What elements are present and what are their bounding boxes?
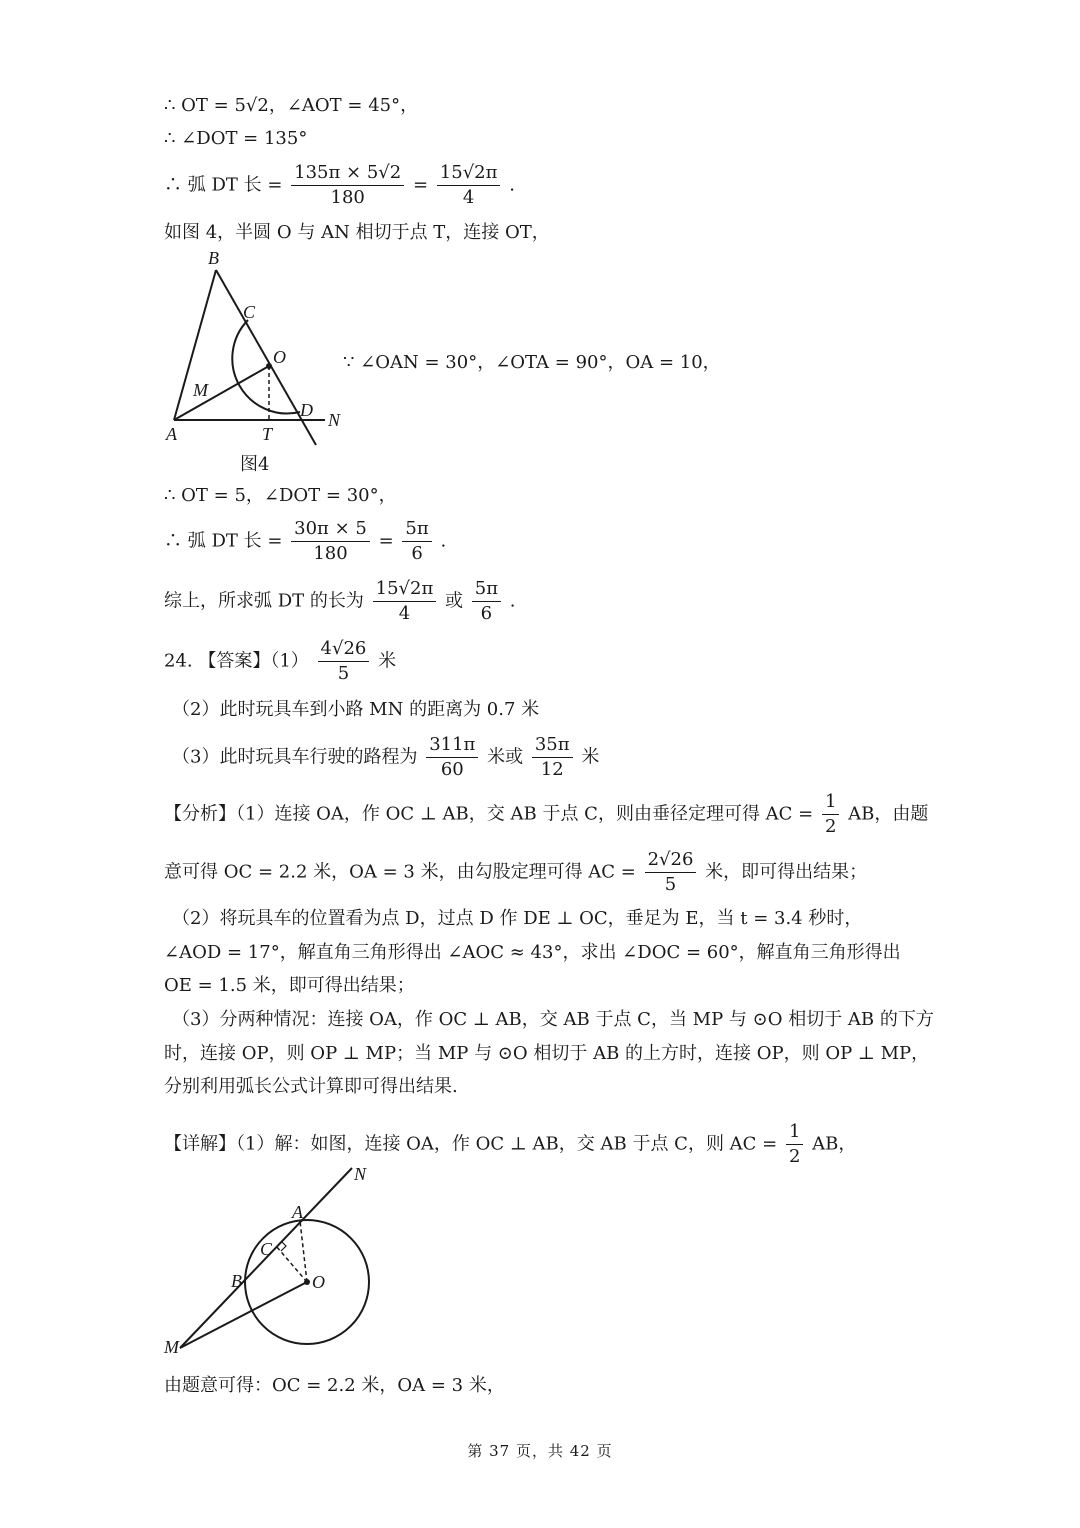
fraction: $\frac{4√26}{5}$ xyxy=(318,637,370,686)
label-c: C xyxy=(260,1239,273,1259)
answer-24-3: （3）此时玩具车行驶的路程为 $\frac{311\pi}{60}$ 米或 $\frac{35\pi}{12}$ 米 xyxy=(172,734,600,780)
fraction: $\frac{2√26}{5}$ xyxy=(645,848,697,897)
fraction: $\frac{30\pi \times 5}{180}$ xyxy=(291,517,370,566)
line-oc-dashed xyxy=(276,1246,307,1282)
line-fig4-intro: 如图 4，半圆 O 与 AN 相切于点 T，连接 OT， xyxy=(164,222,550,243)
line-arc-length-1: ∴ 弧 DT 长 = $\frac{135\pi \times 5√2}{180}$ = $\frac{15√2\pi}{4}$ . xyxy=(164,162,515,208)
fraction: $\frac{35\pi}{12}$ xyxy=(532,733,573,782)
fraction: $\frac{15√2\pi}{4}$ xyxy=(437,161,501,210)
analysis-line-4: ∠AOD = 17°，解直角三角形得出 ∠AOC ≈ 43°，求出 ∠DOC = 60°，解直角三角形得出 xyxy=(164,942,901,963)
answer-24-2: （2）此时玩具车到小路 MN 的距离为 0.7 米 xyxy=(172,699,540,720)
point-o xyxy=(304,1279,310,1285)
analysis-line-8: 分别利用弧长公式计算即可得出结果. xyxy=(164,1076,458,1097)
figure-5-diagram xyxy=(160,1160,380,1360)
label-n: N xyxy=(328,410,341,430)
page-footer: 第 37 页，共 42 页 xyxy=(467,1442,613,1460)
analysis-line-6: （3）分两种情况：连接 OA，作 OC ⊥ AB，交 AB 于点 C，当 MP 与 ⊙O 相切于 AB 的下方 xyxy=(172,1009,934,1030)
label-m: M xyxy=(164,1337,179,1357)
detail-line-1: 【详解】（1）解：如图，连接 OA，作 OC ⊥ AB，交 AB 于点 C，则 AC = $\frac{1}{2}$ AB， xyxy=(164,1121,857,1167)
line-arc-length-2: ∴ 弧 DT 长 = $\frac{30\pi \times 5}{180}$ = $\frac{5\pi}{6}$ . xyxy=(164,518,447,564)
line-ao xyxy=(174,366,269,420)
figure-4-caption: 图4 xyxy=(240,454,270,475)
line-conclusion: 综上，所求弧 DT 的长为 $\frac{15√2\pi}{4}$ 或 $\frac{5\pi}{6}$ . xyxy=(164,578,516,624)
label-a: A xyxy=(292,1202,303,1222)
label-o: O xyxy=(312,1272,325,1292)
label-a: A xyxy=(166,424,177,444)
analysis-line-2: 意可得 OC = 2.2 米，OA = 3 米，由勾股定理可得 AC = $\frac{2√26}{5}$ 米，即可得出结果； xyxy=(164,849,868,895)
label-m: M xyxy=(193,380,208,400)
line-dot-135: ∴ ∠DOT = 135° xyxy=(164,128,308,149)
fraction: $\frac{1}{2}$ xyxy=(786,1120,803,1169)
fraction: $\frac{5\pi}{6}$ xyxy=(472,577,501,626)
analysis-line-1: 【分析】（1）连接 OA，作 OC ⊥ AB，交 AB 于点 C，则由垂径定理可得 AC = $\frac{1}{2}$ AB，由题 xyxy=(164,791,929,837)
fraction: $\frac{1}{2}$ xyxy=(822,790,839,839)
fraction: $\frac{311\pi}{60}$ xyxy=(426,733,478,782)
fraction: $\frac{15√2\pi}{4}$ xyxy=(373,577,437,626)
analysis-line-5: OE = 1.5 米，即可得出结果； xyxy=(164,975,415,996)
analysis-line-7: 时，连接 OP，则 OP ⊥ MP；当 MP 与 ⊙O 相切于 AB 的上方时，连接 OP，则 OP ⊥ MP， xyxy=(164,1043,930,1064)
answer-24-1: 24. 【答案】（1） $\frac{4√26}{5}$ 米 xyxy=(164,638,397,684)
line-ot-5: ∴ OT = 5，∠DOT = 30°， xyxy=(164,485,397,506)
fraction: $\frac{135\pi \times 5√2}{180}$ xyxy=(291,161,404,210)
line-mo xyxy=(180,1282,307,1348)
fraction: $\frac{5\pi}{6}$ xyxy=(402,517,431,566)
label-d: D xyxy=(300,400,313,420)
line-fig4-given: ∵ ∠OAN = 30°，∠OTA = 90°，OA = 10， xyxy=(343,352,721,373)
detail-line-2: 由题意可得：OC = 2.2 米，OA = 3 米， xyxy=(164,1375,505,1396)
label-c: C xyxy=(243,302,256,322)
label-n: N xyxy=(354,1164,367,1184)
label-t: T xyxy=(262,424,273,444)
line-oa-dashed xyxy=(300,1221,307,1282)
figure-4-diagram xyxy=(160,248,360,458)
right-angle-mark xyxy=(281,1241,286,1251)
label-o: O xyxy=(273,347,286,367)
line-ot-5root2: ∴ OT = 5√2，∠AOT = 45°， xyxy=(164,95,419,116)
label-b: B xyxy=(231,1271,242,1291)
analysis-line-3: （2）将玩具车的位置看为点 D，过点 D 作 DE ⊥ OC，垂足为 E，当 t = 3.4 秒时， xyxy=(172,908,863,929)
point-o xyxy=(266,363,272,369)
label-b: B xyxy=(208,248,219,268)
